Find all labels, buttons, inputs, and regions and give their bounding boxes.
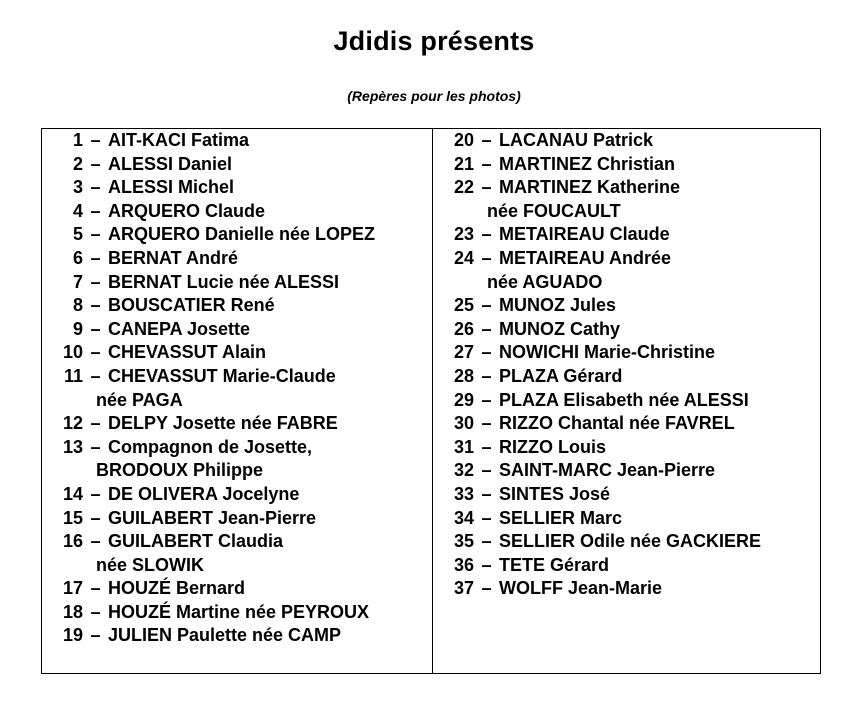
- separator-dash: –: [481, 365, 492, 386]
- separator-dash: –: [90, 153, 101, 174]
- attendee-number: 21: [453, 153, 474, 174]
- attendee-name: JULIEN Paulette née CAMP: [108, 625, 342, 646]
- attendee-number: 3: [72, 177, 83, 198]
- attendee-name-continuation: née SLOWIK: [96, 554, 205, 575]
- attendee-entry: [42, 318, 431, 342]
- attendee-entry: [42, 365, 431, 412]
- attendee-entry: [42, 624, 431, 648]
- separator-dash: –: [90, 295, 101, 316]
- attendee-name: GUILABERT Claudia: [108, 531, 284, 552]
- attendee-entry: [42, 223, 431, 247]
- attendee-name: METAIREAU Claude: [499, 224, 670, 245]
- attendee-entry: [42, 577, 431, 601]
- attendee-number: 27: [453, 342, 474, 363]
- attendee-name-continuation: née AGUADO: [487, 271, 603, 292]
- attendee-entry: [433, 365, 821, 389]
- separator-dash: –: [481, 247, 492, 268]
- attendee-entry: [433, 412, 821, 436]
- separator-dash: –: [90, 436, 101, 457]
- left-column: [42, 129, 431, 648]
- attendee-number: 18: [62, 601, 83, 622]
- attendee-entry: [433, 223, 821, 247]
- attendee-name: PLAZA Elisabeth née ALESSI: [499, 389, 749, 410]
- attendee-entry: [42, 412, 431, 436]
- attendee-name: RIZZO Louis: [499, 436, 606, 457]
- separator-dash: –: [481, 342, 492, 363]
- attendee-entry: [42, 601, 431, 625]
- separator-dash: –: [481, 531, 492, 552]
- attendee-entry: [42, 129, 431, 153]
- attendee-name: PLAZA Gérard: [499, 365, 623, 386]
- separator-dash: –: [90, 271, 101, 292]
- attendee-entry: [433, 507, 821, 531]
- attendee-entry: [433, 483, 821, 507]
- attendee-name: MARTINEZ Katherine: [499, 177, 681, 198]
- attendee-name: MUNOZ Cathy: [499, 318, 620, 339]
- attendee-number: 12: [62, 413, 83, 434]
- attendee-name: BOUSCATIER René: [108, 295, 275, 316]
- attendee-name: DELPY Josette née FABRE: [108, 413, 338, 434]
- attendee-number: 11: [63, 365, 83, 386]
- attendee-entry: [433, 459, 821, 483]
- attendee-name: BERNAT Lucie née ALESSI: [108, 271, 340, 292]
- attendee-entry: [433, 153, 821, 177]
- attendee-number: 25: [453, 295, 474, 316]
- separator-dash: –: [481, 130, 492, 150]
- attendee-entry: [42, 294, 431, 318]
- separator-dash: –: [90, 318, 101, 339]
- separator-dash: –: [481, 295, 492, 316]
- attendee-number: 1: [72, 130, 83, 150]
- attendee-name: LACANAU Patrick: [499, 130, 654, 150]
- attendee-number: 17: [62, 578, 83, 599]
- separator-dash: –: [481, 483, 492, 504]
- attendee-number: 8: [72, 295, 83, 316]
- separator-dash: –: [90, 247, 101, 268]
- attendee-entry: [42, 200, 431, 224]
- separator-dash: –: [90, 177, 101, 198]
- attendee-name: METAIREAU Andrée: [499, 247, 672, 268]
- attendee-number: 30: [453, 413, 474, 434]
- separator-dash: –: [90, 342, 101, 363]
- attendee-name: DE OLIVERA Jocelyne: [108, 483, 300, 504]
- attendee-number: 32: [453, 460, 474, 481]
- attendee-entry: [433, 129, 821, 153]
- separator-dash: –: [90, 601, 101, 622]
- attendee-number: 36: [453, 554, 474, 575]
- attendee-entry: [433, 577, 821, 601]
- separator-dash: –: [90, 507, 101, 528]
- attendee-name: Compagnon de Josette,: [108, 436, 313, 457]
- attendee-number: 6: [72, 247, 83, 268]
- attendee-number: 5: [72, 224, 83, 245]
- attendee-name-continuation: BRODOUX Philippe: [96, 460, 264, 481]
- attendee-entry: [42, 530, 431, 577]
- attendee-number: 23: [453, 224, 474, 245]
- separator-dash: –: [90, 625, 101, 646]
- separator-dash: –: [481, 578, 492, 599]
- attendee-entry: [433, 530, 821, 554]
- separator-dash: –: [90, 531, 101, 552]
- attendee-entry: [42, 247, 431, 271]
- attendee-entry: [433, 247, 821, 294]
- separator-dash: –: [481, 460, 492, 481]
- page-subtitle: (Repères pour les photos): [347, 88, 521, 104]
- attendee-name: SELLIER Odile née GACKIERE: [499, 531, 762, 552]
- attendee-entry: [433, 554, 821, 578]
- separator-dash: –: [90, 365, 101, 386]
- separator-dash: –: [90, 200, 101, 221]
- attendee-entry: [433, 294, 821, 318]
- attendee-name: BERNAT André: [108, 247, 238, 268]
- page-title: Jdidis présents: [333, 26, 535, 56]
- attendee-number: 35: [453, 531, 474, 552]
- attendee-name: MARTINEZ Christian: [499, 153, 676, 174]
- attendee-name: WOLFF Jean-Marie: [499, 578, 663, 599]
- attendee-number: 14: [62, 483, 83, 504]
- attendee-number: 15: [62, 507, 83, 528]
- attendee-name: CHEVASSUT Alain: [108, 342, 267, 363]
- attendee-number: 20: [453, 130, 474, 150]
- attendee-entry: [42, 176, 431, 200]
- attendee-name: NOWICHI Marie-Christine: [499, 342, 716, 363]
- attendee-name: SELLIER Marc: [499, 507, 623, 528]
- attendee-number: 13: [62, 436, 83, 457]
- attendee-number: 16: [62, 531, 83, 552]
- right-column: [433, 129, 821, 601]
- attendee-name: SINTES José: [499, 483, 611, 504]
- attendee-name: RIZZO Chantal née FAVREL: [499, 413, 735, 434]
- attendee-table: [41, 128, 821, 674]
- attendee-number: 26: [453, 318, 474, 339]
- attendee-number: 19: [62, 625, 83, 646]
- attendee-name: AIT-KACI Fatima: [108, 130, 250, 150]
- attendee-number: 29: [453, 389, 474, 410]
- separator-dash: –: [481, 389, 492, 410]
- attendee-number: 2: [72, 153, 83, 174]
- separator-dash: –: [90, 578, 101, 599]
- attendee-entry: [42, 271, 431, 295]
- attendee-number: 34: [453, 507, 474, 528]
- attendee-name: MUNOZ Jules: [499, 295, 617, 316]
- separator-dash: –: [481, 554, 492, 575]
- separator-dash: –: [481, 224, 492, 245]
- attendee-name: SAINT-MARC Jean-Pierre: [499, 460, 716, 481]
- attendee-number: 10: [62, 342, 83, 363]
- attendee-number: 24: [453, 247, 474, 268]
- attendee-name: GUILABERT Jean-Pierre: [108, 507, 317, 528]
- attendee-name: HOUZÉ Martine née PEYROUX: [108, 601, 370, 622]
- attendee-entry: [42, 507, 431, 531]
- attendee-entry: [42, 341, 431, 365]
- attendee-entry: [433, 176, 821, 223]
- attendee-number: 37: [453, 578, 474, 599]
- attendee-name-continuation: née FOUCAULT: [487, 200, 621, 221]
- separator-dash: –: [481, 318, 492, 339]
- attendee-name: ALESSI Daniel: [108, 153, 233, 174]
- separator-dash: –: [481, 436, 492, 457]
- attendee-entry: [433, 341, 821, 365]
- separator-dash: –: [90, 130, 101, 150]
- separator-dash: –: [481, 413, 492, 434]
- attendee-name: ALESSI Michel: [108, 177, 235, 198]
- attendee-entry: [42, 483, 431, 507]
- separator-dash: –: [90, 483, 101, 504]
- attendee-number: 31: [453, 436, 474, 457]
- attendee-number: 28: [453, 365, 474, 386]
- separator-dash: –: [481, 507, 492, 528]
- separator-dash: –: [481, 153, 492, 174]
- attendee-name: ARQUERO Danielle née LOPEZ: [108, 224, 376, 245]
- separator-dash: –: [90, 413, 101, 434]
- attendee-name: TETE Gérard: [499, 554, 610, 575]
- attendee-name: CANEPA Josette: [108, 318, 251, 339]
- attendee-name: CHEVASSUT Marie-Claude: [108, 365, 336, 386]
- attendee-number: 4: [72, 200, 83, 221]
- attendee-number: 33: [453, 483, 474, 504]
- attendee-entry: [433, 318, 821, 342]
- attendee-number: 7: [72, 271, 83, 292]
- separator-dash: –: [90, 224, 101, 245]
- attendee-entry: [42, 436, 431, 483]
- attendee-number: 22: [453, 177, 474, 198]
- attendee-name: ARQUERO Claude: [108, 200, 266, 221]
- separator-dash: –: [481, 177, 492, 198]
- attendee-entry: [433, 389, 821, 413]
- attendee-name: HOUZÉ Bernard: [108, 578, 246, 599]
- attendee-entry: [433, 436, 821, 460]
- attendee-name-continuation: née PAGA: [96, 389, 183, 410]
- attendee-entry: [42, 153, 431, 177]
- attendee-number: 9: [72, 318, 83, 339]
